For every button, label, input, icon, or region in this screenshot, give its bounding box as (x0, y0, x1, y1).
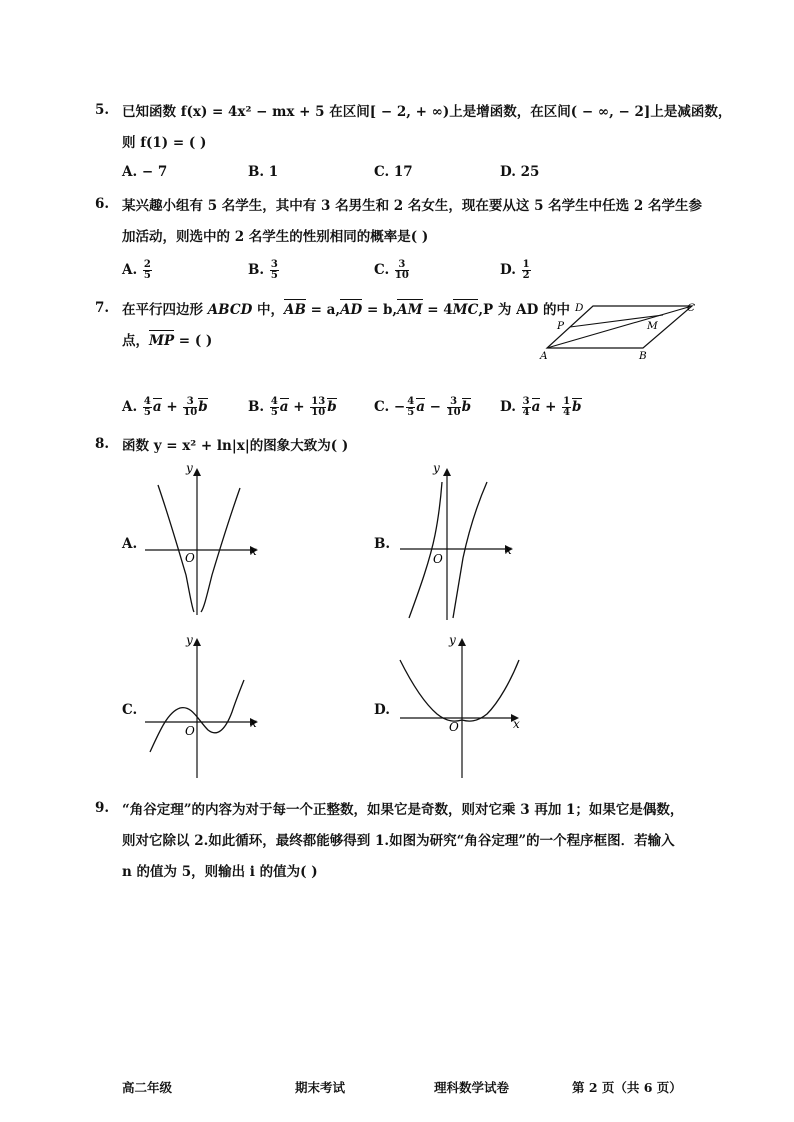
q8-option-d: D. (374, 702, 390, 718)
graph-b (395, 460, 525, 625)
graph-b-y-label: y (433, 461, 440, 475)
graph-b-origin: O (433, 552, 443, 566)
label-a: A (540, 350, 548, 362)
q6-option-b: B. $\frac{3}{5}$ (248, 259, 278, 281)
footer-grade: 高二年级 (122, 1080, 173, 1095)
graph-c-y-label: y (186, 633, 193, 647)
q6-option-d: D. $\frac{1}{2}$ (500, 259, 530, 281)
q8-number: 8. (95, 436, 110, 452)
q5-option-b: B. 1 (248, 164, 279, 180)
graph-a (140, 460, 270, 620)
graph-c-x-label: x (250, 716, 257, 730)
q5-number: 5. (95, 102, 110, 118)
q8-text-line1: 函数 y = x² + ln|x|的图象大致为( ) (122, 438, 349, 454)
graph-c (140, 630, 270, 780)
graph-a-y-label: y (186, 461, 193, 475)
q9-text-line2: 则对它除以 2.如此循环，最终都能够得到 1.如图为研究“角谷定理”的一个程序框图．若输入 (122, 833, 675, 849)
q8-option-c: C. (122, 702, 138, 718)
q5-text-line2: 则 f(1) = ( ) (122, 135, 207, 151)
parallelogram-figure (535, 296, 705, 364)
graph-d-x-label: x (513, 717, 520, 731)
footer-exam: 期末考试 (295, 1080, 346, 1095)
graph-c-origin: O (185, 724, 195, 738)
q7-option-c: C. − $\frac{4}{5}$ a − $\frac{3}{10}$ b (374, 396, 472, 418)
q8-option-a: A. (122, 536, 138, 552)
label-p: P (557, 320, 565, 332)
q7-option-d: D. $\frac{3}{4}$ a + $\frac{1}{4}$ b (500, 396, 582, 418)
label-b: B (639, 350, 647, 362)
q7-text-line1: 在平行四边形 ABCD 中，AB = a,AD = b,AM = 4MC,P 为 AD 的中 (122, 302, 570, 318)
q7-option-b: B. $\frac{4}{5}$ a + $\frac{13}{10}$ b (248, 396, 337, 418)
q6-option-c: C. $\frac{3}{10}$ (374, 259, 409, 281)
q9-text-line3: n 的值为 5，则输出 i 的值为( ) (122, 864, 318, 880)
graph-d (395, 630, 530, 780)
graph-d-y-label: y (449, 633, 456, 647)
q6-option-a: A. $\frac{2}{5}$ (122, 259, 151, 281)
q5-option-a: A. − 7 (122, 164, 168, 180)
q6-text-line2: 加活动，则选中的 2 名学生的性别相同的概率是( ) (122, 229, 429, 245)
footer-page-number: 第 2 页（共 6 页） (572, 1080, 682, 1095)
q6-number: 6. (95, 196, 110, 212)
q7-number: 7. (95, 300, 110, 316)
label-c: C (687, 302, 696, 314)
q7-option-a: A. $\frac{4}{5}$ a + $\frac{3}{10}$ b (122, 396, 208, 418)
q6-text-line1: 某兴趣小组有 5 名学生，其中有 3 名男生和 2 名女生，现在要从这 5 名学生中任选 2 名学生参 (122, 198, 702, 214)
graph-d-origin: O (449, 720, 459, 734)
q9-number: 9. (95, 800, 110, 816)
q5-option-c: C. 17 (374, 164, 413, 180)
label-d: D (575, 302, 584, 314)
graph-a-x-label: x (250, 544, 257, 558)
label-m: M (647, 320, 658, 332)
q8-option-b: B. (374, 536, 391, 552)
footer-subject: 理科数学试卷 (434, 1080, 510, 1095)
q9-text-line1: “角谷定理”的内容为对于每一个正整数，如果它是奇数，则对它乘 3 再加 1；如果它是偶数， (122, 802, 684, 818)
q5-text-line1: 已知函数 f(x) = 4x² − mx + 5 在区间[ − 2, + ∞)上是增函数，在区间( − ∞, − 2]上是减函数， (122, 104, 732, 120)
graph-a-origin: O (185, 551, 195, 565)
graph-b-x-label: x (505, 543, 512, 557)
q5-option-d: D. 25 (500, 164, 540, 180)
q7-text-line2: 点，MP = ( ) (122, 333, 213, 349)
